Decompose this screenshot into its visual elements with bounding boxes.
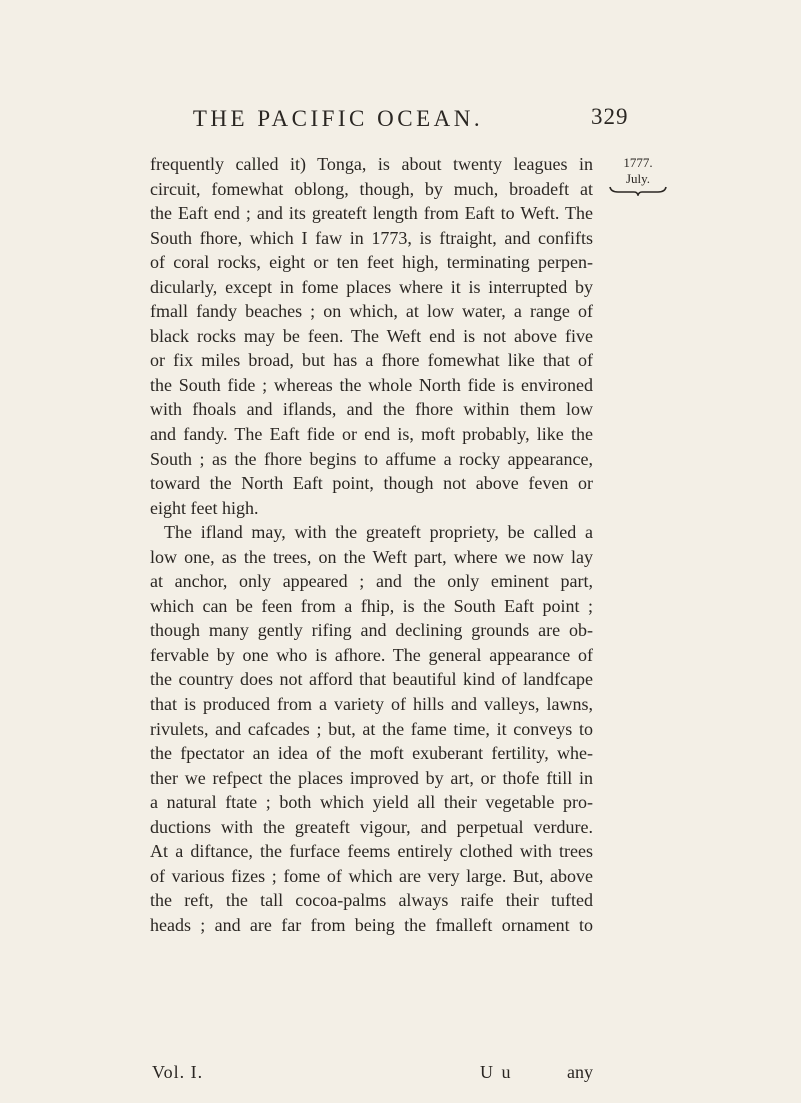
signature-mark: U u [480, 1062, 513, 1082]
text-line: a natural ftate ; both which yield all their vegetable pro- [150, 792, 593, 813]
volume-label: Vol. I. [152, 1062, 204, 1082]
text-line: dicularly, except in fome places where it is interrupted by [150, 276, 593, 297]
page-number: 329 [591, 104, 629, 129]
text-line: at anchor, only appeared ; and the only eminent part, [150, 571, 593, 592]
text-line: At a diftance, the furface feems entirely clothed with trees [150, 841, 593, 862]
text-line: black rocks may be feen. The Weft end is not above five [150, 325, 593, 346]
text-line: low one, as the trees, on the Weft part, where we now lay [150, 546, 593, 567]
text-line: frequently called it) Tonga, is about twenty leagues in [150, 154, 593, 174]
text-line: circuit, fomewhat oblong, though, by much, broadeft at [150, 178, 593, 199]
text-line: South fhore, which I faw in 1773, is ftraight, and confifts [150, 227, 593, 248]
text-line: that is produced from a variety of hills and valleys, lawns, [150, 694, 593, 715]
text-line: South ; as the fhore begins to affume a rocky appearance, [150, 448, 593, 469]
running-title: THE PACIFIC OCEAN. [192, 106, 484, 131]
text-line: the country does not afford that beautiful kind of landfcape [150, 669, 593, 690]
text-line: rivulets, and cafcades ; but, at the fame time, it conveys to [150, 718, 593, 739]
text-line: of coral rocks, eight or ten feet high, terminating perpen- [150, 252, 593, 273]
text-line: heads ; and are far from being the fmalleft ornament to [150, 914, 593, 935]
text-line: ther we refpect the places improved by art, or thofe ftill in [150, 767, 593, 788]
text-line: The ifland may, with the greateft propriety, be called a [164, 522, 593, 543]
text-line: or fix miles broad, but has a fhore fomewhat like that of [150, 350, 593, 371]
brace-icon [608, 186, 668, 196]
text-line: and fandy. The Eaft fide or end is, moft probably, like the [150, 424, 593, 445]
page-footer [150, 1060, 593, 1084]
text-line: eight feet high. [150, 497, 259, 518]
text-line: fervable by one who is afhore. The general appearance of [150, 644, 593, 665]
text-line: of various fizes ; fome of which are very large. But, above [150, 865, 593, 886]
body-text [150, 152, 593, 938]
margin-month: July. [625, 171, 651, 186]
margin-note [608, 155, 668, 196]
text-line: the Eaft end ; and its greateft length from Eaft to Weft. The [150, 203, 593, 224]
text-line: fmall fandy beaches ; on which, at low water, a range of [150, 301, 593, 322]
text-line: with fhoals and iflands, and the fhore within them low [150, 399, 593, 420]
text-line: the reft, the tall cocoa-palms always raife their tufted [150, 890, 593, 911]
text-line: toward the North Eaft point, though not above feven or [150, 473, 593, 494]
margin-year: 1777. [623, 155, 653, 170]
text-line: which can be feen from a fhip, is the South Eaft point ; [150, 595, 593, 616]
text-line: ductions with the greateft vigour, and perpetual verdure. [150, 816, 593, 837]
catchword: any [567, 1062, 593, 1082]
text-line: the fpectator an idea of the moft exuberant fertility, whe- [150, 743, 593, 764]
text-line: the South fide ; whereas the whole North fide is environed [150, 374, 593, 395]
text-line: though many gently rifing and declining grounds are ob- [150, 620, 593, 641]
